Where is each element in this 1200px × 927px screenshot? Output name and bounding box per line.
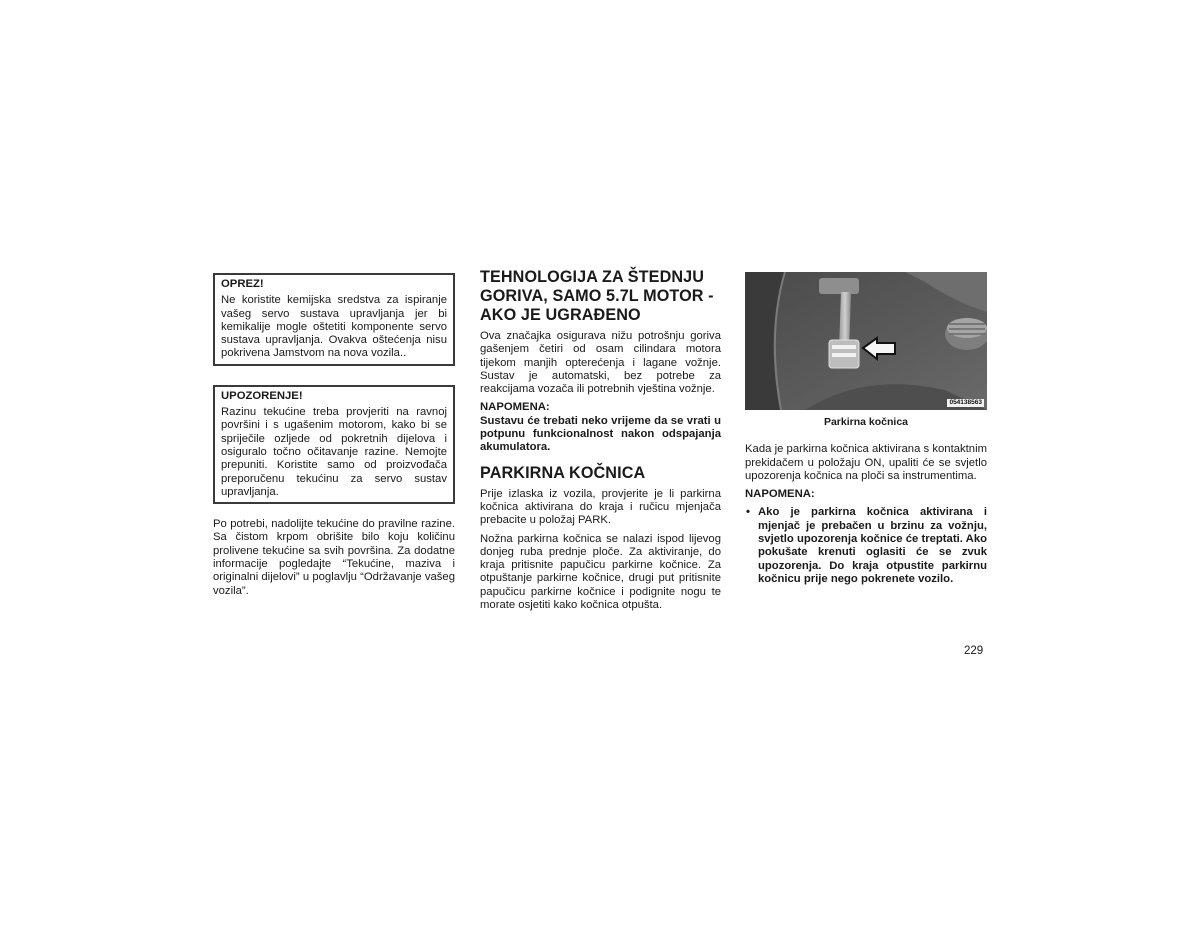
left-column (213, 273, 455, 598)
parking-brake-photo (745, 272, 987, 410)
parking-brake-illustration (745, 272, 987, 410)
note-text: Sustavu će trebati neko vrijeme da se vrati u potpunu funkcionalnost nakon odspajanja akumulatora. (480, 414, 721, 454)
fluid-refill-paragraph: Po potrebi, nadolijte tekućine do pravilne razine. Sa čistom krpom obrišite bilo koju količinu prolivene tekućine sa svih površina. Za dodatne informacije pogledajte “Tekućine, maziva i originalni dijelovi” u poglavlju “Održavanje vašeg vozila”. (213, 518, 455, 597)
page-number: 229 (964, 645, 984, 657)
right-column (745, 272, 987, 586)
warning-box (213, 385, 455, 504)
caution-text: Ne koristite kemijska sredstva za ispiranje vašeg servo sustava upravljanja jer bi kemikalije mogle oštetiti komponente servo sustava upravljanja. Ovakva oštećenja nisu pokrivena Jamstvom na nova vozila.. (221, 294, 447, 360)
parking-brake-paragraph-1: Prije izlaska iz vozila, provjerite je li parkirna kočnica aktivirana do kraja i ručicu mjenjača prebacite u položaj PARK. (480, 487, 721, 527)
note-label-2: NAPOMENA: (745, 488, 815, 501)
middle-column (480, 268, 721, 612)
caution-title: OPREZ! (221, 278, 264, 290)
warning-title: UPOZORENJE! (221, 389, 303, 402)
warning-text: Razinu tekućine treba provjeriti na ravnoj površini i s ugašenim motorom, kako bi se spriječile ozljede od pokretnih dijelova i osiguralo točno očitavanje razine. Nemojte prepuniti. Koristite samo od proizvođača preporučenu tekućinu za servo sustav upravljanja. (221, 406, 447, 498)
figure-caption: Parkirna kočnica (823, 416, 909, 428)
list-item (745, 506, 987, 586)
note-label: NAPOMENA: (480, 401, 550, 414)
fuel-saving-paragraph: Ova značajka osigurava nižu potrošnju goriva gašenjem četiri od osam cilindara motora tijekom manjih opterećenja i lagane vožnje. Sustav je automatski, bez potrebe za reakcijama vozača ili potrebnih vještina vožnje. (480, 330, 721, 396)
fuel-saving-heading: TEHNOLOGIJA ZA ŠTEDNJU GORIVA, SAMO 5.7L MOTOR - AKO JE UGRAĐENO (480, 268, 714, 324)
parking-brake-heading: PARKIRNA KOČNICA (480, 463, 646, 482)
parking-brake-paragraph-2: Nožna parkirna kočnica se nalazi ispod lijevog donjeg ruba prednje ploče. Za aktiviranje, do kraja pritisnite papučicu parkirne kočnice. Za otpuštanje parkirne kočnice, drugi put pritisnite papučicu parkirne kočnice i podignite nogu te morate osjetiti kako kočnica otpušta. (480, 532, 721, 612)
figure-code: 054138563 (949, 399, 982, 406)
bullet-dot: • (746, 506, 750, 519)
warning-light-paragraph: Kada je parkirna kočnica aktivirana s kontaktnim prekidačem u položaju ON, upaliti će se svjetlo upozorenja kočnica na ploči sa instrumentima. (745, 443, 987, 482)
caution-box (213, 273, 455, 366)
bullet-text: Ako je parkirna kočnica aktivirana i mjenjač je prebačen u brzinu za vožnju, svjetlo upozorenja kočnice će treptati. Ako pokušate krenuti oglasiti će se zvuk upozorenja. Do kraja otpustite parkirnu kočnicu prije nego pokrenete vozilo. (758, 506, 987, 585)
